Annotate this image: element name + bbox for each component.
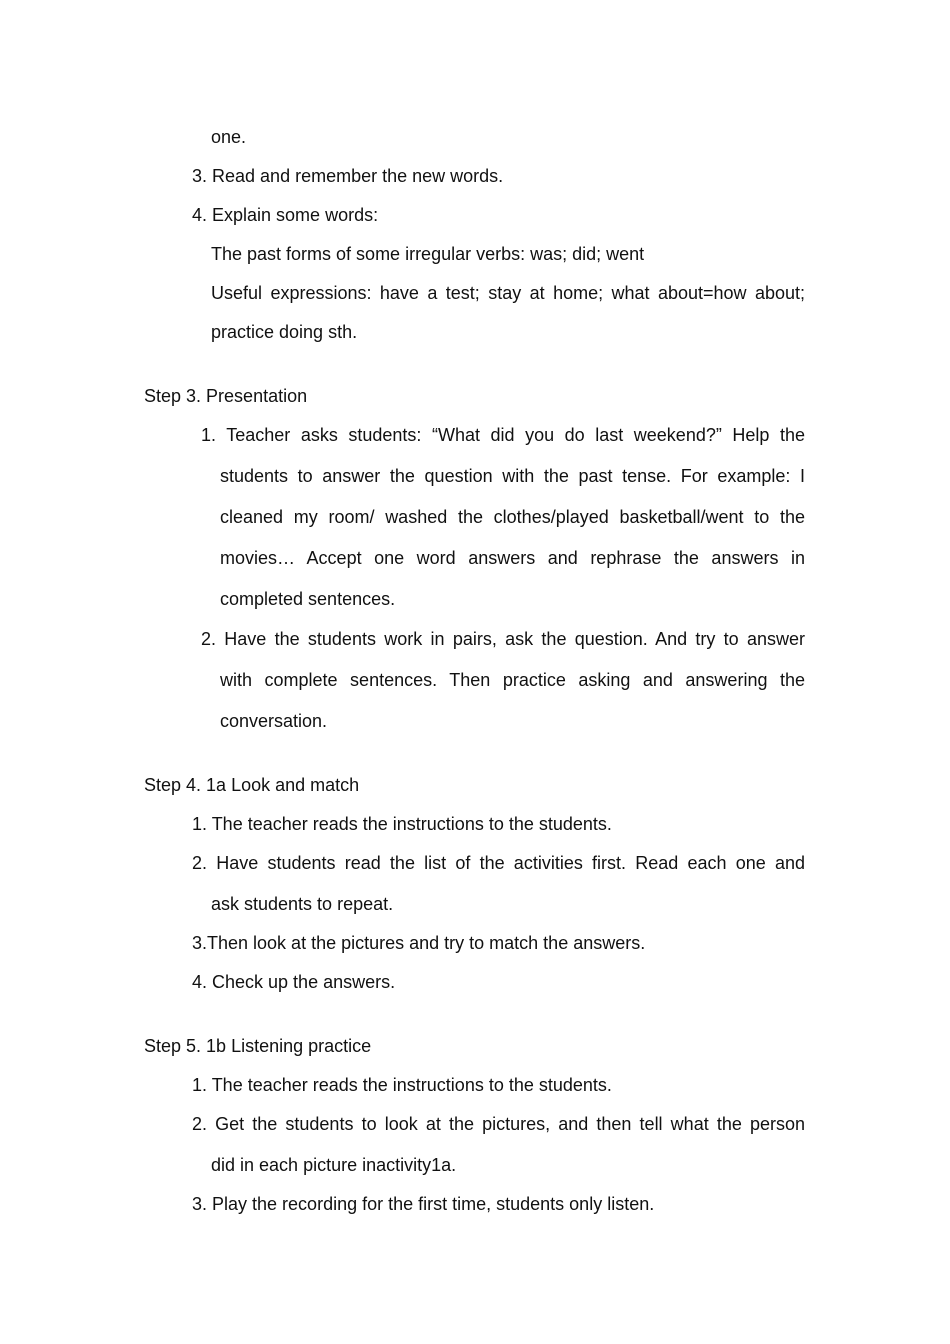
section-heading: Step 4. 1a Look and match xyxy=(144,775,360,795)
text-line: one. xyxy=(211,127,247,147)
text-line: did in each picture inactivity1a. xyxy=(211,1155,457,1175)
list-item: 1. The teacher reads the instructions to the students. xyxy=(192,814,612,834)
section-heading: Step 5. 1b Listening practice xyxy=(144,1036,372,1056)
paragraph-line: 1. Teacher asks students: “What did you do last weekend?” Help the xyxy=(201,425,805,445)
list-item: 3.Then look at the pictures and try to match the answers. xyxy=(192,933,646,953)
list-item: 2. Get the students to look at the pictures, and then tell what the person xyxy=(192,1114,805,1134)
list-item: 4. Explain some words: xyxy=(192,205,379,225)
text-line: The past forms of some irregular verbs: was; did; went xyxy=(211,244,645,264)
paragraph-line: with complete sentences. Then practice asking and answering the xyxy=(220,670,805,690)
list-item: 4. Check up the answers. xyxy=(192,972,396,992)
text-line: Useful expressions: have a test; stay at home; what about=how about; xyxy=(211,283,805,303)
list-item: 1. The teacher reads the instructions to the students. xyxy=(192,1075,612,1095)
list-item: 3. Read and remember the new words. xyxy=(192,166,504,186)
text-line: practice doing sth. xyxy=(211,322,358,342)
list-item: 3. Play the recording for the first time, students only listen. xyxy=(192,1194,655,1214)
paragraph-line: 2. Have the students work in pairs, ask the question. And try to answer xyxy=(201,629,805,649)
paragraph-line: movies… Accept one word answers and rephrase the answers in xyxy=(220,548,805,568)
paragraph-line: conversation. xyxy=(220,711,328,731)
paragraph-line: completed sentences. xyxy=(220,589,396,609)
list-item: 2. Have students read the list of the activities first. Read each one and xyxy=(192,853,805,873)
text-line: ask students to repeat. xyxy=(211,894,394,914)
paragraph-line: students to answer the question with the past tense. For example: I xyxy=(220,466,805,486)
paragraph-line: cleaned my room/ washed the clothes/played basketball/went to the xyxy=(220,507,805,527)
section-heading: Step 3. Presentation xyxy=(144,386,308,406)
